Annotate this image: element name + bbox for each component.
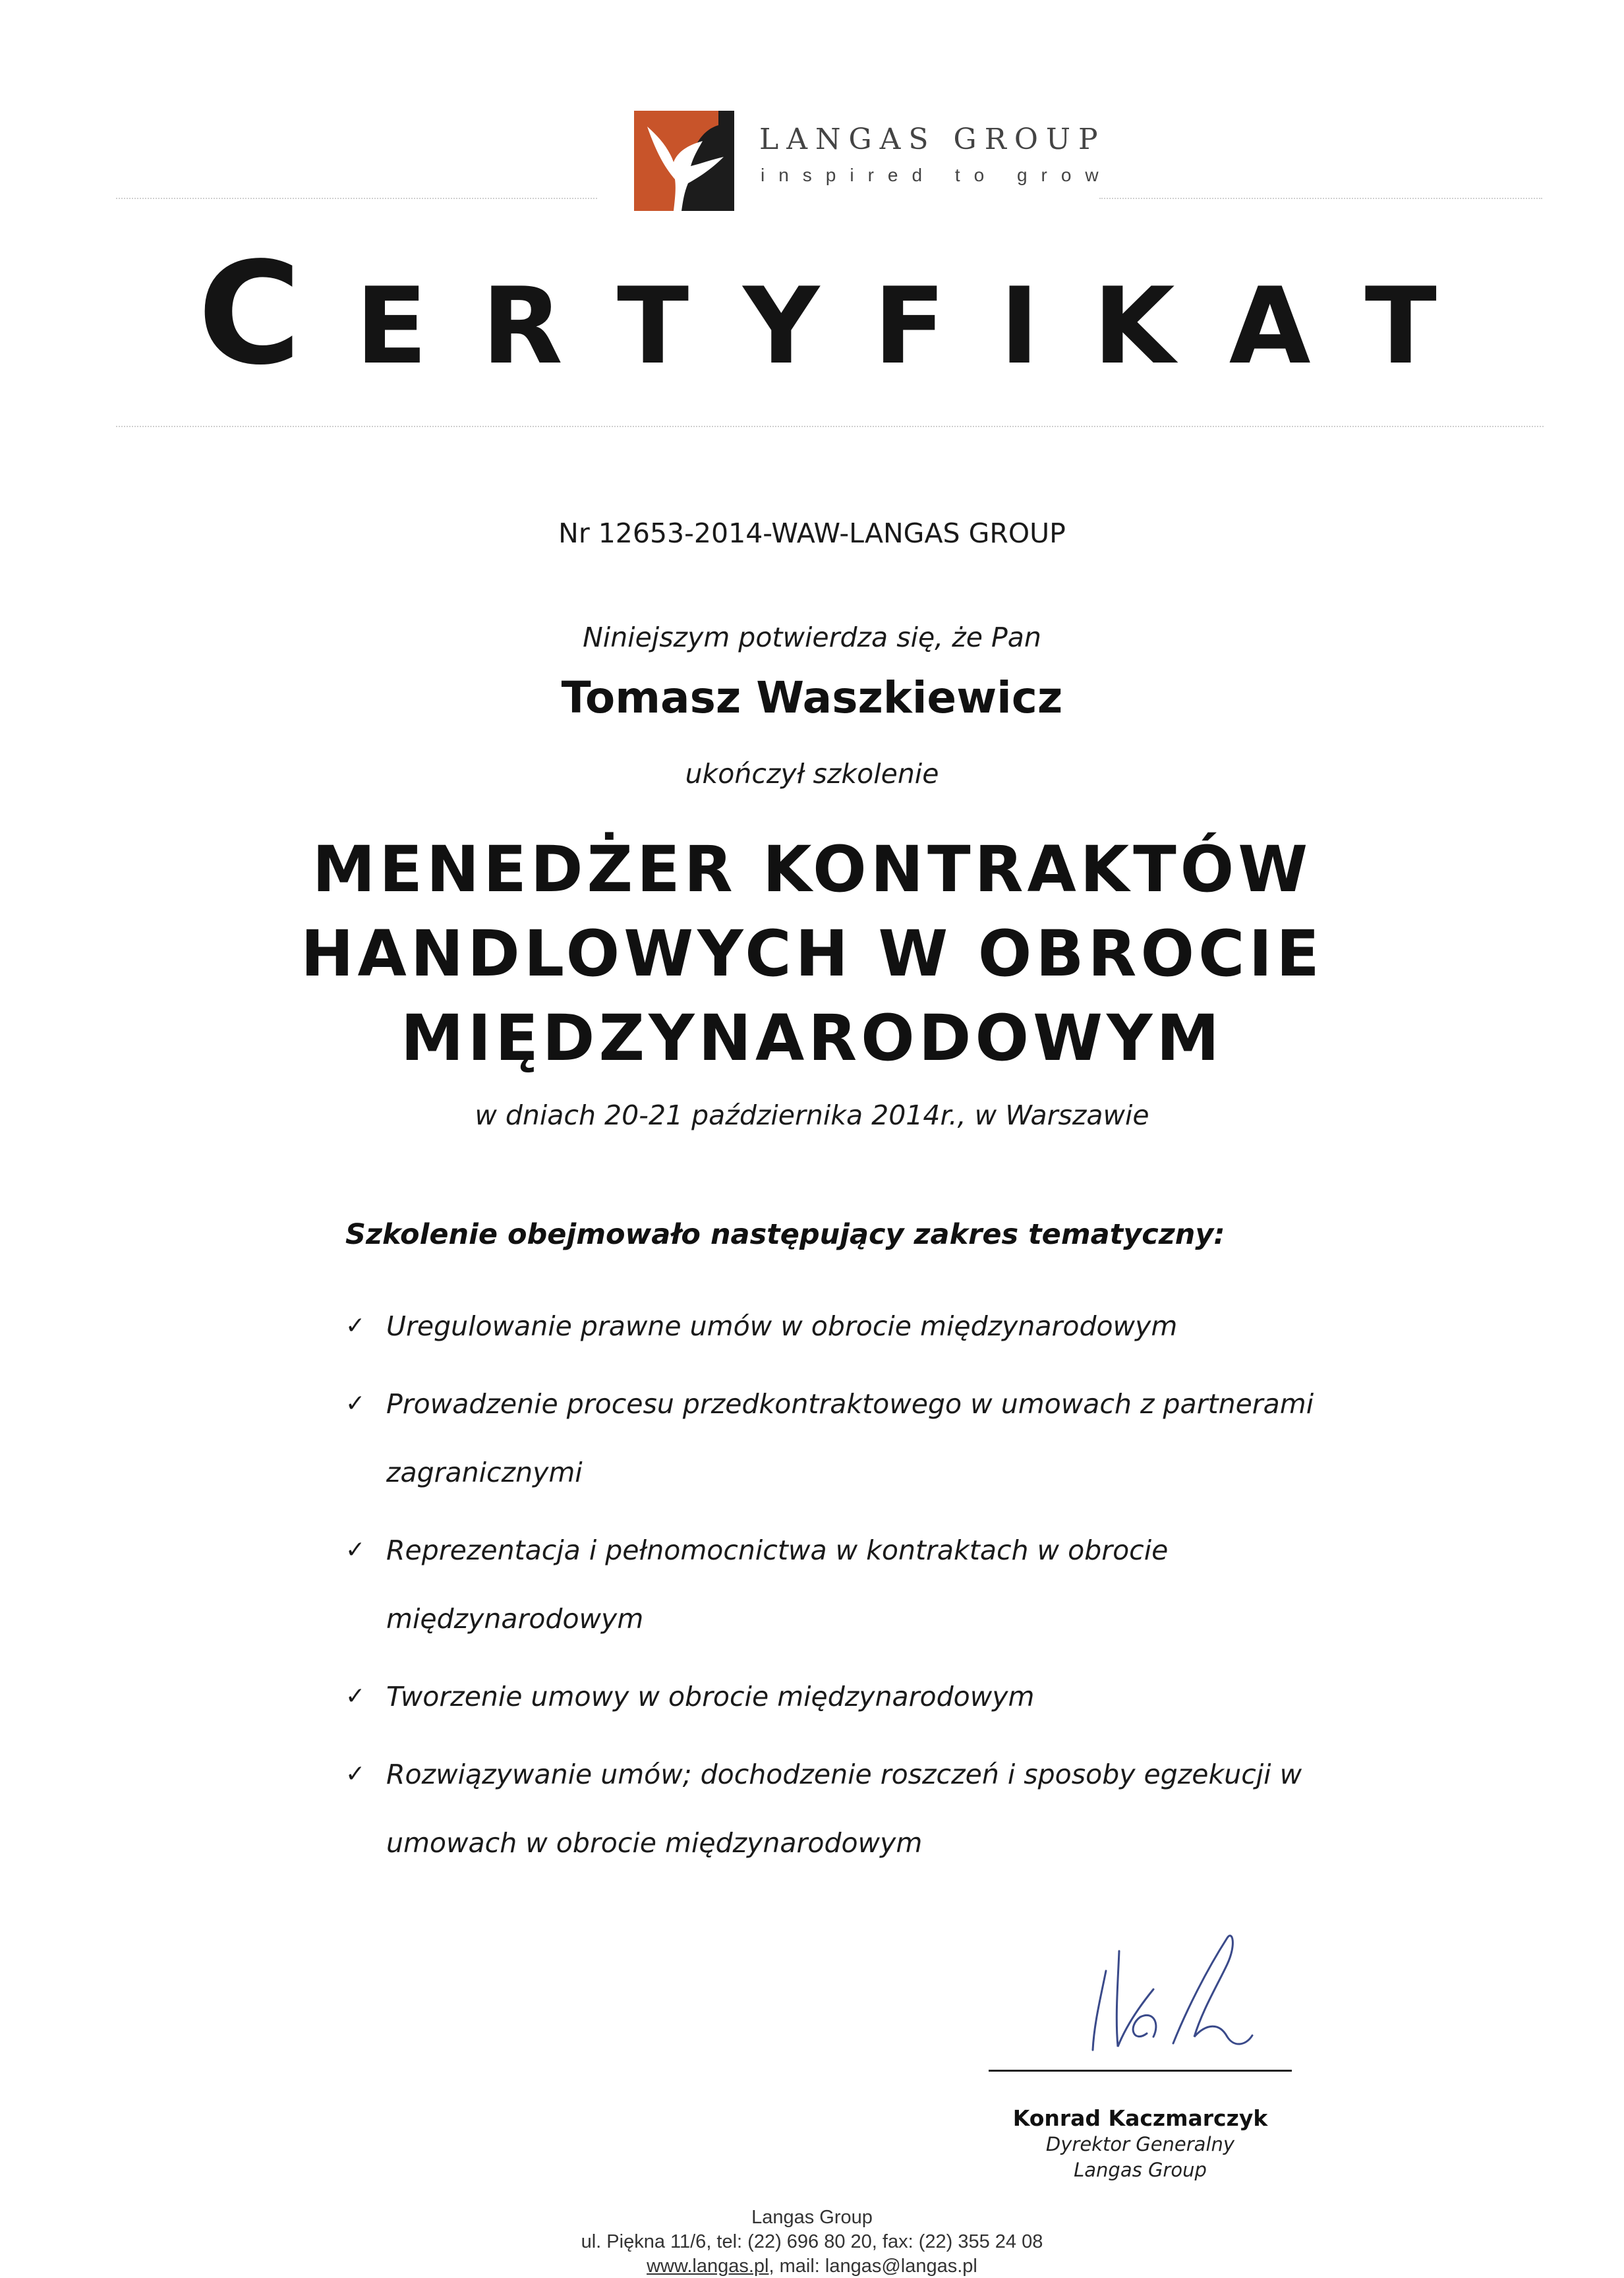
title-letter: T — [1364, 264, 1437, 388]
course-title-line: MENEDŻER KONTRAKTÓW — [312, 832, 1312, 906]
title-letter: E — [355, 264, 428, 388]
checkmark-icon: ✓ — [345, 1390, 366, 1417]
topic-text: Rozwiązywanie umów; dochodzenie roszczeń i sposoby egzekucji w umowach w obrocie międzynarodowym — [386, 1759, 1302, 1859]
title-letter: A — [1229, 264, 1311, 388]
header-divider-right — [1099, 198, 1542, 199]
title-divider — [116, 426, 1544, 427]
title-letter: Y — [743, 264, 820, 388]
topic-text: Tworzenie umowy w obrocie międzynarodowym — [386, 1681, 1035, 1712]
signer-company: Langas Group — [1074, 2159, 1207, 2181]
topic-text: Reprezentacja i pełnomocnictwa w kontraktach w obrocie międzynarodowym — [386, 1534, 1169, 1635]
signature-line — [989, 2070, 1292, 2072]
signer-name: Konrad Kaczmarczyk — [1012, 2105, 1268, 2131]
certificate-number: Nr 12653-2014-WAW-LANGAS GROUP — [558, 517, 1066, 549]
footer-contact — [0, 2256, 1624, 2277]
scope-heading: Szkolenie obejmowało następujący zakres tematyczny: — [345, 1218, 1225, 1251]
checkmark-icon: ✓ — [345, 1683, 366, 1710]
course-title-line: MIĘDZYNARODOWYM — [400, 1001, 1224, 1075]
title-letter: R — [481, 264, 563, 388]
list-item — [345, 1292, 1374, 1360]
checkmark-icon: ✓ — [345, 1536, 366, 1563]
header-divider-left — [116, 198, 597, 199]
topic-text: Uregulowanie prawne umów w obrocie międzynarodowym — [386, 1310, 1178, 1342]
signer-role: Dyrektor Generalny — [1045, 2133, 1235, 2155]
list-item — [345, 1516, 1374, 1653]
topic-text: Prowadzenie procesu przedkontraktowego w umowach z partnerami zagranicznymi — [386, 1388, 1314, 1488]
list-item — [345, 1662, 1374, 1731]
course-title — [0, 827, 1624, 1080]
title-letter: C — [198, 232, 302, 396]
title-letter: K — [1093, 264, 1175, 388]
footer-address: ul. Piękna 11/6, tel: (22) 696 80 20, fax: (22) 355 24 08 — [581, 2231, 1043, 2252]
course-title-line: HANDLOWYCH W OBROCIE — [301, 917, 1323, 991]
footer-mail: , mail: langas@langas.pl — [768, 2256, 977, 2277]
course-dates: w dniach 20-21 października 2014r., w Warszawie — [475, 1099, 1149, 1131]
topic-list — [345, 1292, 1374, 1886]
footer-company: Langas Group — [751, 2207, 873, 2228]
title-letter: I — [999, 264, 1039, 388]
list-item — [345, 1740, 1374, 1877]
title-letter: F — [873, 264, 946, 388]
intro-text: Niniejszym potwierdza się, że Pan — [583, 622, 1041, 653]
checkmark-icon: ✓ — [345, 1761, 366, 1788]
company-tagline: inspired to grow — [761, 165, 1113, 185]
list-item — [345, 1370, 1374, 1507]
website-link[interactable]: www.langas.pl — [647, 2256, 769, 2277]
title-letter: T — [617, 264, 689, 388]
handwritten-signature — [1055, 1912, 1305, 2070]
company-logo-icon — [634, 111, 734, 211]
checkmark-icon: ✓ — [345, 1312, 366, 1339]
company-name: LANGAS GROUP — [759, 123, 1106, 156]
certificate-title — [198, 232, 1437, 396]
recipient-name: Tomasz Waszkiewicz — [561, 672, 1063, 723]
completed-text: ukończył szkolenie — [685, 758, 939, 790]
